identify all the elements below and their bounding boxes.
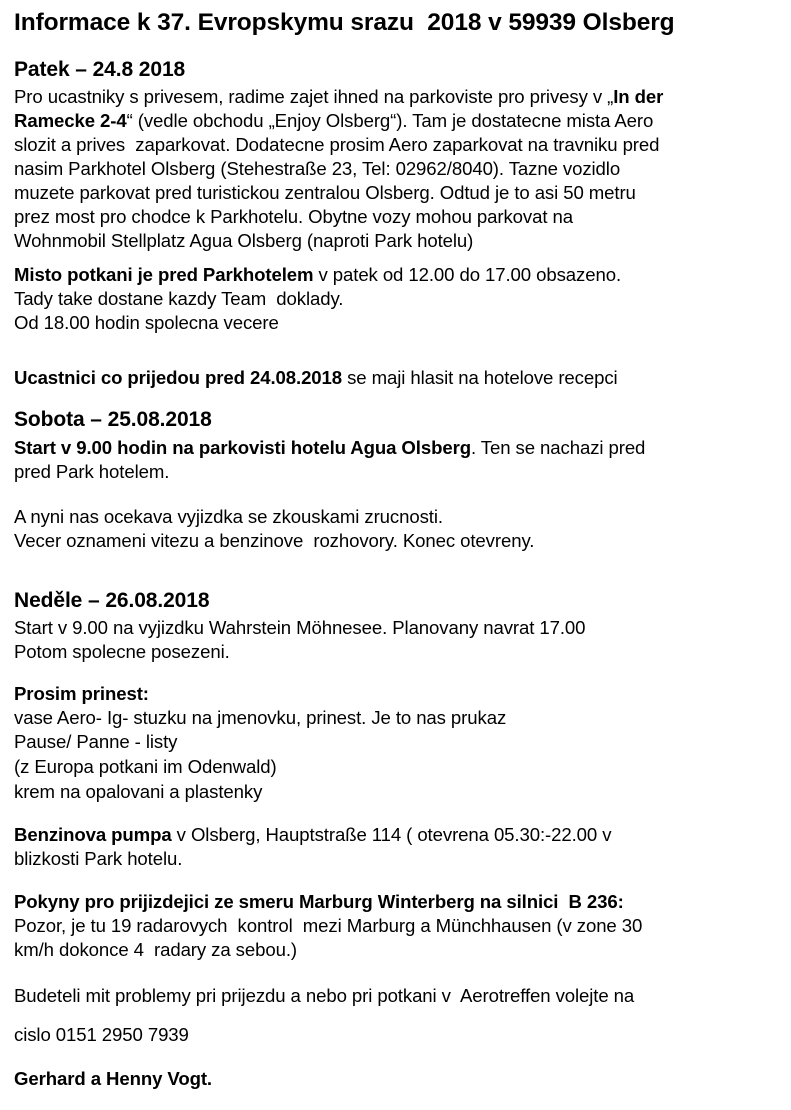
text: Potom spolecne posezeni. <box>14 641 230 662</box>
text-line <box>14 229 473 253</box>
text-line <box>14 1023 189 1047</box>
section-heading <box>14 57 185 83</box>
text-line <box>14 914 642 938</box>
text-line <box>14 823 611 847</box>
bold-text: Start v 9.00 hodin na parkovisti hotelu Agua Olsberg <box>14 437 471 458</box>
text: cislo 0151 2950 7939 <box>14 1024 189 1045</box>
text-line <box>14 706 506 730</box>
text: se maji hlasit na hotelove recepci <box>342 367 618 388</box>
text: km/h dokonce 4 radary za sebou.) <box>14 939 297 960</box>
text-line <box>14 109 653 133</box>
bold-text: In der <box>613 86 664 107</box>
text-line <box>14 85 663 109</box>
text-line <box>14 460 169 484</box>
text: blizkosti Park hotelu. <box>14 848 183 869</box>
text: pred Park hotelem. <box>14 461 170 482</box>
text: A nyni nas ocekava vyjizdka se zkouskami zrucnosti. <box>14 506 443 527</box>
bold-text: Patek – 24.8 2018 <box>14 58 186 81</box>
bold-text: Prosim prinest: <box>14 683 149 704</box>
text-line <box>14 205 573 229</box>
text: . Ten se nachazi pred <box>470 437 646 458</box>
text-line <box>14 780 262 804</box>
text-line <box>14 157 620 181</box>
text: muzete parkovat pred turistickou zentralou Olsberg. Odtud je to asi 50 metru <box>14 182 636 203</box>
text-line <box>14 529 534 553</box>
bold-text: Gerhard a Henny Vogt. <box>14 1068 212 1089</box>
text: Pro ucastniky s privesem, radime zajet ihned na parkoviste pro privesy v „ <box>14 86 614 107</box>
text: krem na opalovani a plastenky <box>14 781 263 802</box>
text-line <box>14 984 634 1008</box>
text-line <box>14 682 149 706</box>
text-line <box>14 938 297 962</box>
bold-text: Neděle – 26.08.2018 <box>14 589 210 612</box>
text-line <box>14 436 645 460</box>
text: Tady take dostane kazdy Team doklady. <box>14 288 344 309</box>
text-line <box>14 311 279 335</box>
text-line <box>14 505 443 529</box>
bold-text: Misto potkani je pred Parkhotelem <box>14 264 314 285</box>
text: prez most pro chodce k Parkhotelu. Obytne vozy mohou parkovat na <box>14 206 573 227</box>
text: Start v 9.00 na vyjizdku Wahrstein Möhnesee. Planovany navrat 17.00 <box>14 617 586 638</box>
text: Wohnmobil Stellplatz Agua Olsberg (naproti Park hotelu) <box>14 230 474 251</box>
text: Od 18.00 hodin spolecna vecere <box>14 312 279 333</box>
text-line <box>14 181 636 205</box>
text-line <box>14 366 618 390</box>
text: Budeteli mit problemy pri prijezdu a nebo pri potkani v Aerotreffen volejte na <box>14 985 635 1006</box>
page-title: Informace k 37. Evropskymu srazu 2018 v 59939 Olsberg <box>14 9 675 36</box>
text: v Olsberg, Hauptstraße 114 ( otevrena 05.30:-22.00 v <box>171 824 612 845</box>
text-line <box>14 263 621 287</box>
text: Pozor, je tu 19 radarovych kontrol mezi Marburg a Münchhausen (v zone 30 <box>14 915 643 936</box>
text: “ (vedle obchodu „Enjoy Olsberg“). Tam je dostatecne mista Aero <box>126 110 654 131</box>
section-heading <box>14 407 212 433</box>
text-line <box>14 730 177 754</box>
text-line <box>14 890 624 914</box>
bold-text: Sobota – 25.08.2018 <box>14 408 212 431</box>
text: Pause/ Panne - listy <box>14 731 178 752</box>
bold-text: Ucastnici co prijedou pred 24.08.2018 <box>14 367 343 388</box>
bold-text: Pokyny pro prijizdejici ze smeru Marburg Winterberg na silnici B 236: <box>14 891 624 912</box>
text: v patek od 12.00 do 17.00 obsazeno. <box>313 264 622 285</box>
text: vase Aero- Ig- stuzku na jmenovku, prinest. Je to nas prukaz <box>14 707 507 728</box>
text-line <box>14 1067 212 1091</box>
text-line <box>14 755 277 779</box>
text: slozit a prives zaparkovat. Dodatecne prosim Aero zaparkovat na travniku pred <box>14 134 660 155</box>
text: (z Europa potkani im Odenwald) <box>14 756 277 777</box>
bold-text: Ramecke 2-4 <box>14 110 127 131</box>
bold-text: Benzinova pumpa <box>14 824 172 845</box>
text-line <box>14 287 343 311</box>
section-heading <box>14 588 209 614</box>
text-line <box>14 133 659 157</box>
text-line <box>14 640 230 664</box>
text: nasim Parkhotel Olsberg (Stehestraße 23, Tel: 02962/8040). Tazne vozidlo <box>14 158 621 179</box>
text-line <box>14 616 585 640</box>
text: Vecer oznameni vitezu a benzinove rozhovory. Konec otevreny. <box>14 530 535 551</box>
text-line <box>14 847 182 871</box>
